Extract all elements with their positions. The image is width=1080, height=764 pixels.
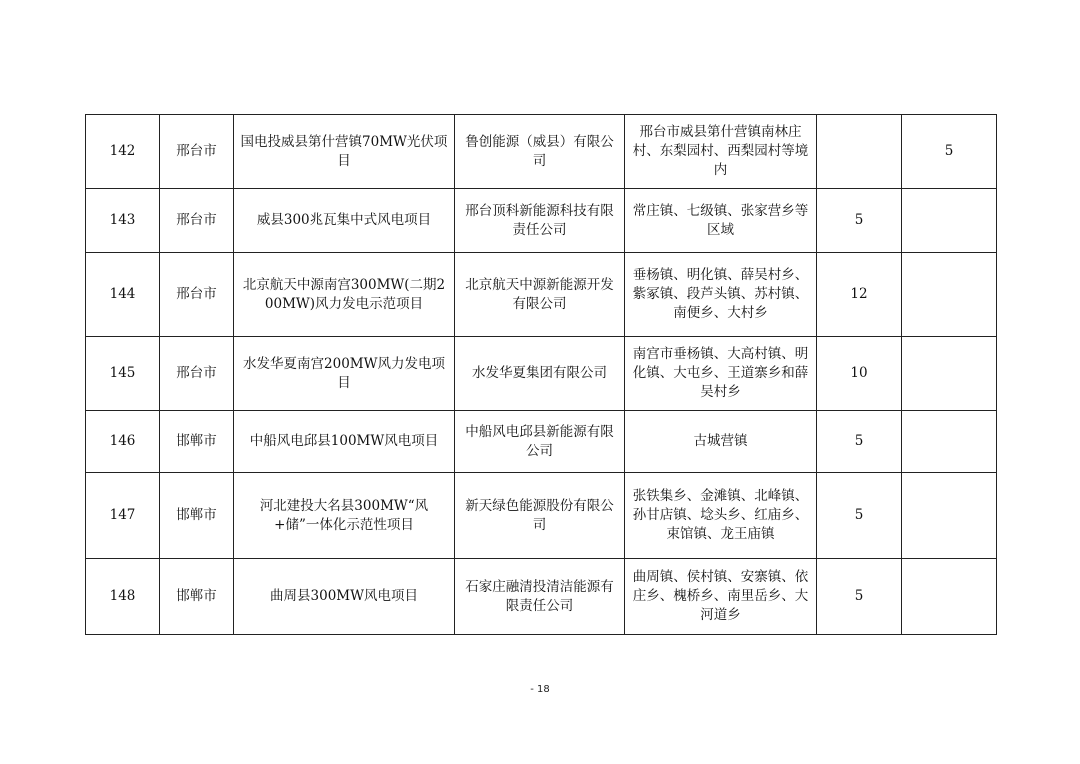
row-index: 143 xyxy=(86,189,160,253)
row-city: 邯郸市 xyxy=(160,559,234,635)
row-company: 北京航天中源新能源开发有限公司 xyxy=(455,253,625,337)
row-value-a: 5 xyxy=(817,411,902,473)
row-value-a: 12 xyxy=(817,253,902,337)
row-company: 鲁创能源（威县）有限公司 xyxy=(455,115,625,189)
row-city: 邯郸市 xyxy=(160,473,234,559)
row-value-a: 5 xyxy=(817,189,902,253)
table-row xyxy=(86,559,997,635)
row-company: 邢台顶科新能源科技有限责任公司 xyxy=(455,189,625,253)
row-company: 石家庄融清投清洁能源有限责任公司 xyxy=(455,559,625,635)
row-location: 南宫市垂杨镇、大高村镇、明化镇、大屯乡、王道寨乡和薛吴村乡 xyxy=(625,337,817,411)
row-index: 144 xyxy=(86,253,160,337)
row-value-b xyxy=(902,189,997,253)
row-index: 142 xyxy=(86,115,160,189)
row-city: 邢台市 xyxy=(160,189,234,253)
row-index: 147 xyxy=(86,473,160,559)
row-index: 146 xyxy=(86,411,160,473)
row-location: 古城营镇 xyxy=(625,411,817,473)
row-value-b xyxy=(902,473,997,559)
row-project: 北京航天中源南宫300MW(二期200MW)风力发电示范项目 xyxy=(234,253,455,337)
page-number: - 18 xyxy=(530,684,550,695)
row-index: 145 xyxy=(86,337,160,411)
row-project: 国电投威县第什营镇70MW光伏项目 xyxy=(234,115,455,189)
row-project: 水发华夏南宫200MW风力发电项目 xyxy=(234,337,455,411)
row-city: 邯郸市 xyxy=(160,411,234,473)
row-index: 148 xyxy=(86,559,160,635)
row-value-a: 5 xyxy=(817,473,902,559)
row-value-b xyxy=(902,337,997,411)
row-value-a: 5 xyxy=(817,559,902,635)
row-location: 张铁集乡、金滩镇、北峰镇、孙甘店镇、埝头乡、红庙乡、束馆镇、龙王庙镇 xyxy=(625,473,817,559)
row-value-b xyxy=(902,253,997,337)
row-value-a xyxy=(817,115,902,189)
row-company: 中船风电邱县新能源有限公司 xyxy=(455,411,625,473)
row-city: 邢台市 xyxy=(160,115,234,189)
row-value-b: 5 xyxy=(902,115,997,189)
table-row xyxy=(86,337,997,411)
table-row xyxy=(86,253,997,337)
row-location: 曲周镇、侯村镇、安寨镇、依庄乡、槐桥乡、南里岳乡、大河道乡 xyxy=(625,559,817,635)
row-city: 邢台市 xyxy=(160,337,234,411)
row-value-b xyxy=(902,411,997,473)
row-location: 垂杨镇、明化镇、薛吴村乡、紫冢镇、段芦头镇、苏村镇、南便乡、大村乡 xyxy=(625,253,817,337)
row-location: 常庄镇、七级镇、张家营乡等区域 xyxy=(625,189,817,253)
row-value-b xyxy=(902,559,997,635)
row-value-a: 10 xyxy=(817,337,902,411)
table-row xyxy=(86,189,997,253)
row-project: 中船风电邱县100MW风电项目 xyxy=(234,411,455,473)
project-table xyxy=(85,114,997,635)
row-company: 新天绿色能源股份有限公司 xyxy=(455,473,625,559)
row-city: 邢台市 xyxy=(160,253,234,337)
row-location: 邢台市威县第什营镇南林庄村、东梨园村、西梨园村等境内 xyxy=(625,115,817,189)
row-project: 威县300兆瓦集中式风电项目 xyxy=(234,189,455,253)
table-row xyxy=(86,411,997,473)
table-row xyxy=(86,473,997,559)
row-project: 曲周县300MW风电项目 xyxy=(234,559,455,635)
row-project: 河北建投大名县300MW“风+储”一体化示范性项目 xyxy=(234,473,455,559)
table-row xyxy=(86,115,997,189)
row-company: 水发华夏集团有限公司 xyxy=(455,337,625,411)
